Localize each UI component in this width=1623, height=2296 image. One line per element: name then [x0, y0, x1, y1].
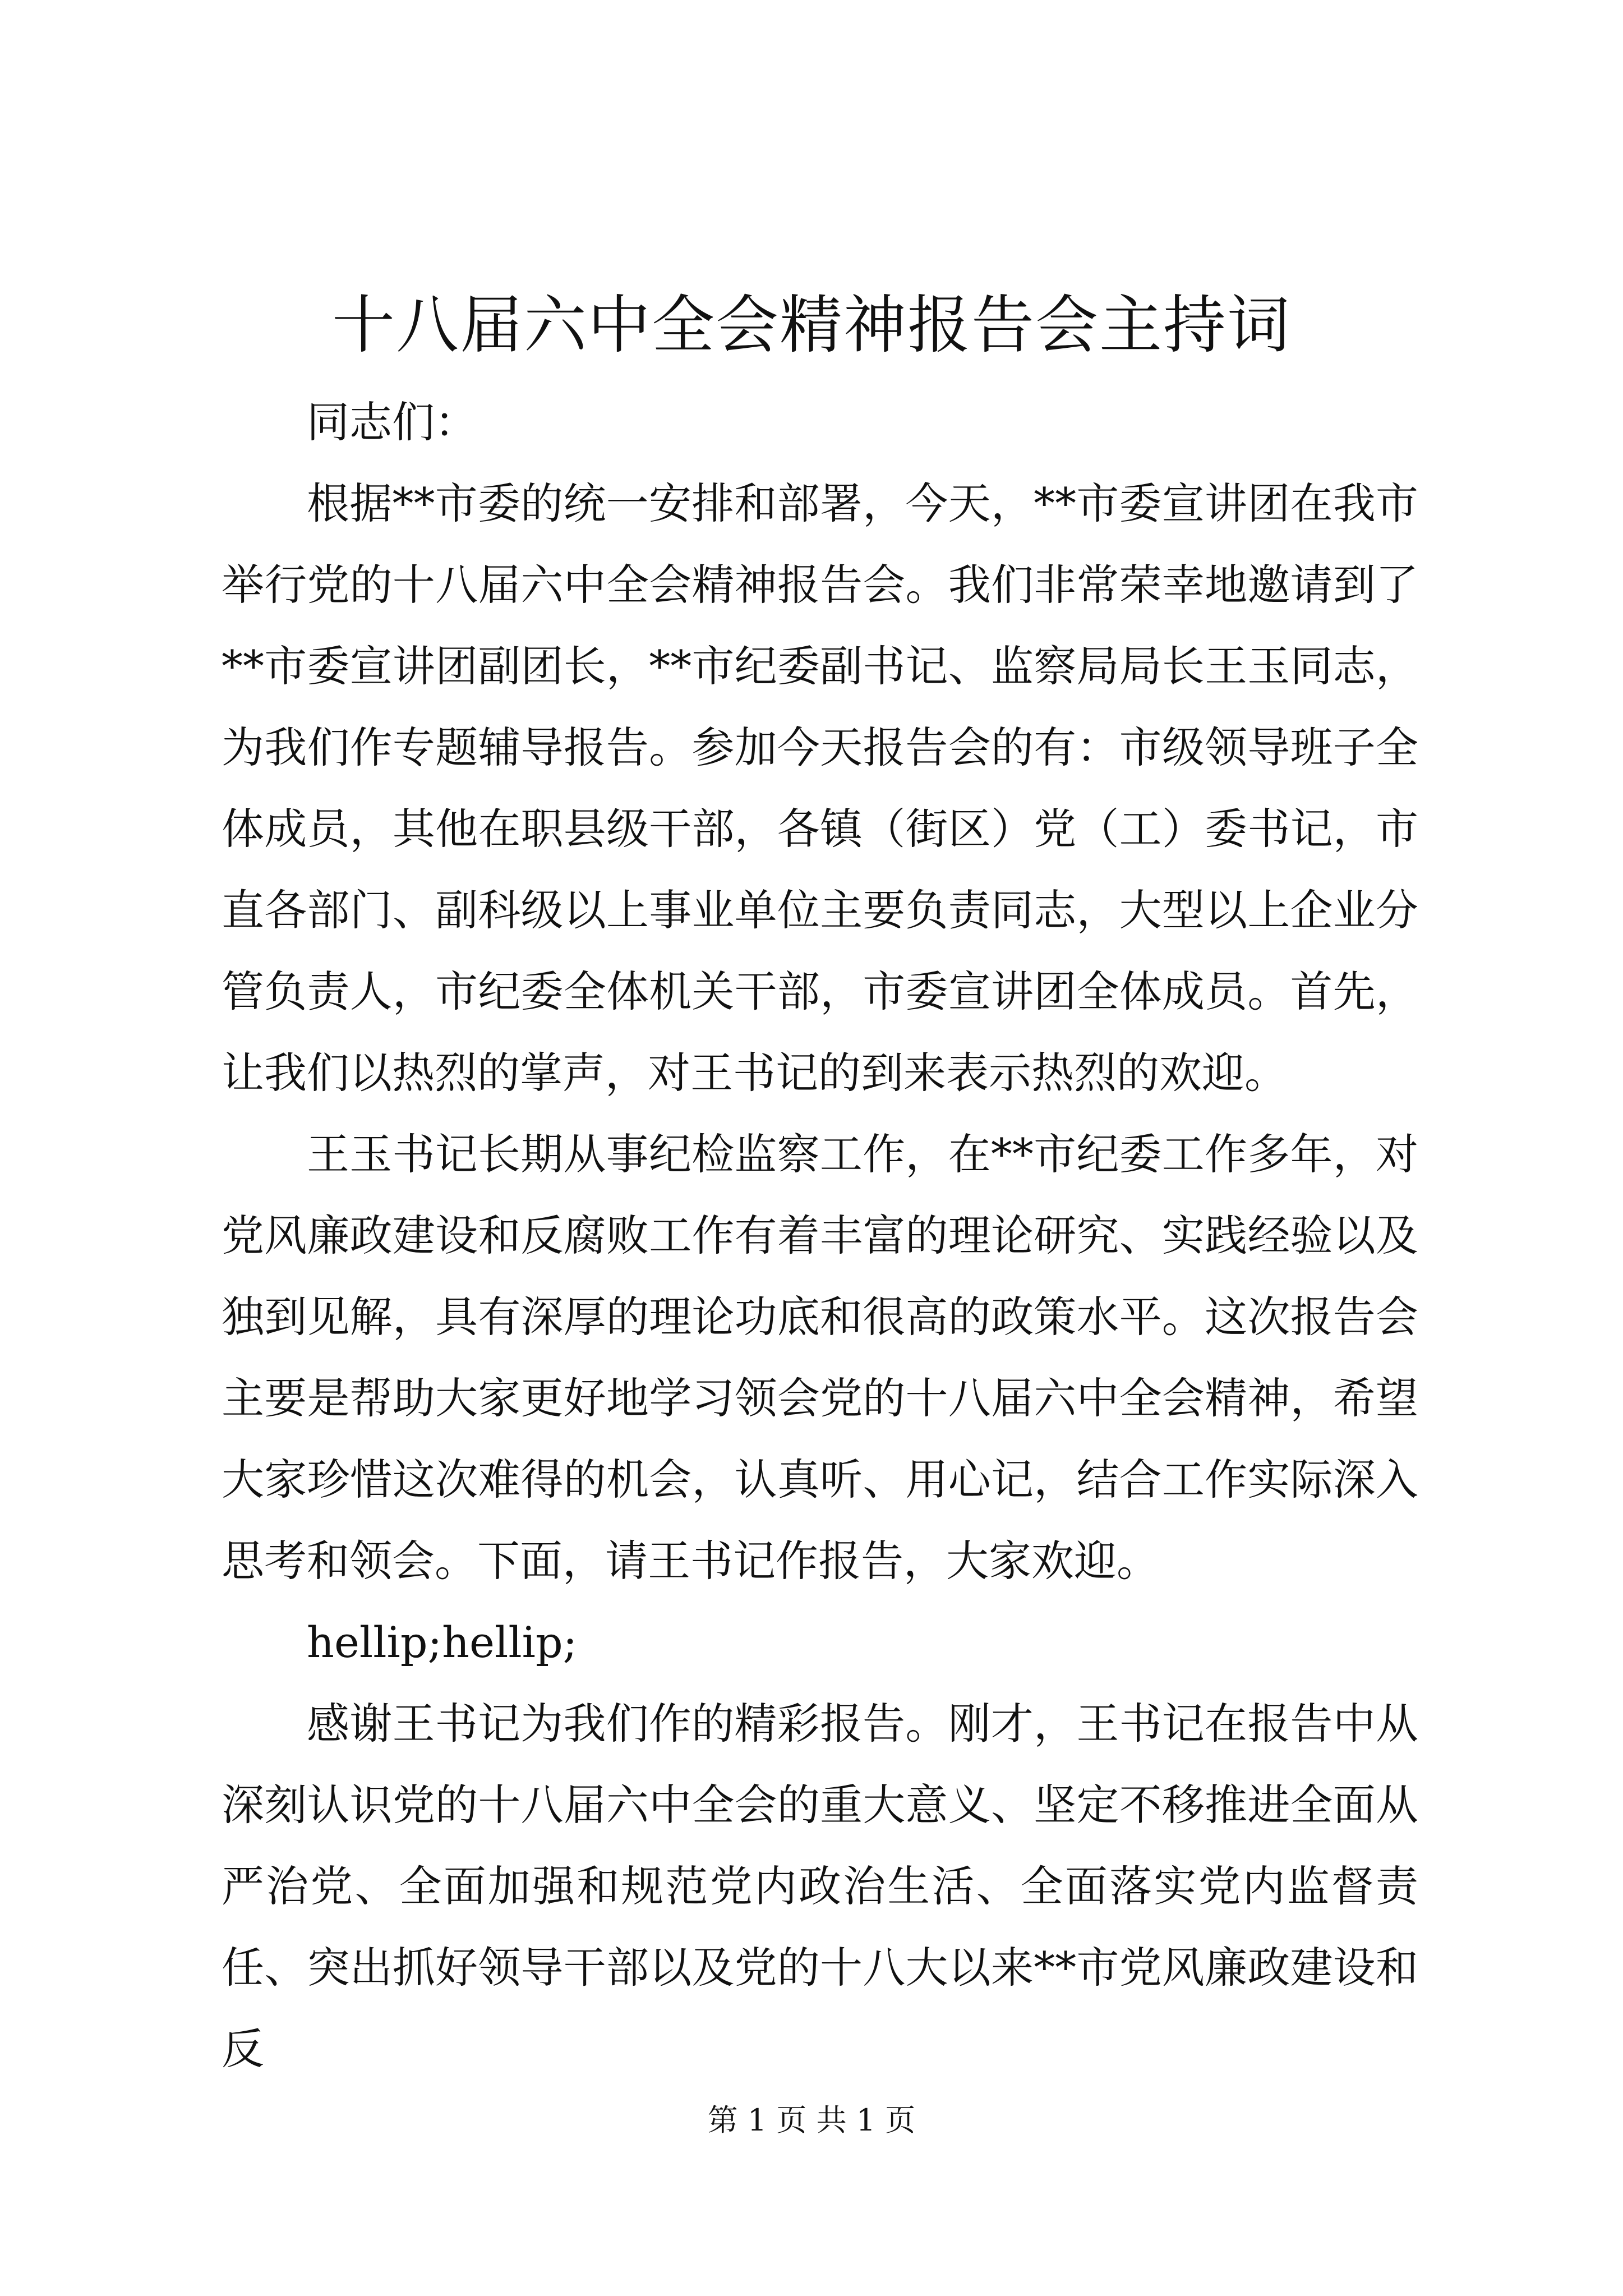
ellipsis-paragraph: hellip;hellip;: [307, 1617, 578, 1667]
greeting-paragraph: 同志们：: [307, 397, 477, 447]
page-footer: 第 1 页 共 1 页: [707, 2102, 916, 2138]
body-paragraph-2: 王玉书记长期从事纪检监察工作，在**市纪委工作多年，对党风廉政建设和反腐败工作有着丰富的理论研究、实践经验以及独到见解，具有深厚的理论功底和很高的政策水平。这次报告会主要是帮助大家更好地学习领会党的十八届六中全会精神，希望大家珍惜这次难得的机会，认真听、用心记，结合工作实际深入思考和领会。下面，请王书记作报告，大家欢迎。: [222, 1129, 1418, 1586]
document-title: 十八届六中全会精神报告会主持词: [332, 289, 1291, 362]
document-body: [222, 381, 1418, 2090]
body-paragraph-1: 根据**市委的统一安排和部署，今天，**市委宣讲团在我市举行党的十八届六中全会精神报告会。我们非常荣幸地邀请到了**市委宣讲团副团长，**市纪委副书记、监察局局长王玉同志，为我们作专题辅导报告。参加今天报告会的有：市级领导班子全体成员，其他在职县级干部，各镇（街区）党（工）委书记，市直各部门、副科级以上事业单位主要负责同志，大型以上企业分管负责人，市纪委全体机关干部，市委宣讲团全体成员。首先，让我们以热烈的掌声，对王书记的到来表示热烈的欢迎。: [222, 478, 1418, 1098]
body-paragraph-3: 感谢王书记为我们作的精彩报告。刚才，王书记在报告中从深刻认识党的十八届六中全会的重大意义、坚定不移推进全面从严治党、全面加强和规范党内政治生活、全面落实党内监督责任、突出抓好领导干部以及党的十八大以来**市党风廉政建设和反: [222, 1699, 1418, 2074]
